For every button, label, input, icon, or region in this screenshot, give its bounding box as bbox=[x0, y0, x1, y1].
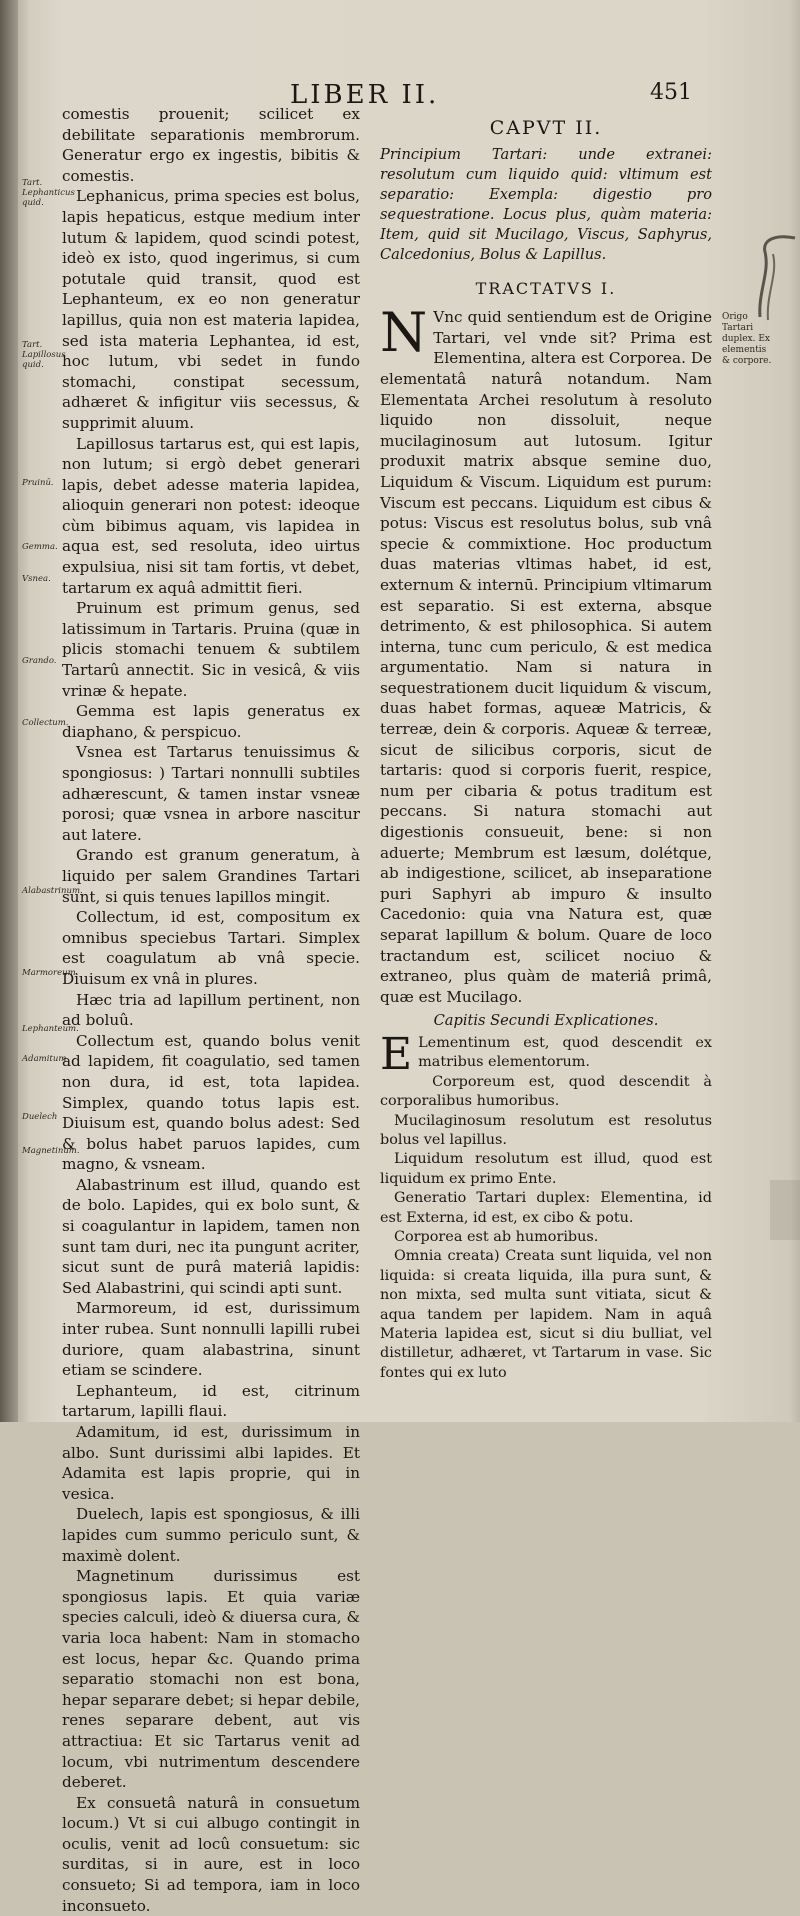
explanation-item: Corporea est ab humoribus. bbox=[394, 1229, 599, 1246]
paragraph: Lephanicus, prima species est bolus, lapis hepaticus, estque medium inter lutum & lapidem, quod scindi potest, ideò ex isto, quod ingerimus, si cum potutale quid transit, quod est Lephanteum, ex eo non generatur lapillus, quia non est materia lapidea, sed ista materia Lephantea, id est, hoc lutum, vbi sedet in fundo stomachi, constipat secessum, adhæret & infigitur viis secessus, & supprimit aluum. bbox=[62, 187, 360, 432]
margin-note: Adamitum bbox=[22, 1054, 67, 1064]
paragraph: comestis prouenit; scilicet ex debilitate separationis membrorum. Generatur ergo ex ingestis, bibitis & comestis. bbox=[62, 105, 360, 185]
explanation-item: Corporeum est, quod descendit à corporalibus humoribus. bbox=[380, 1073, 712, 1110]
margin-note: Tart. Lapillosus quid. bbox=[22, 340, 66, 370]
paragraph: Ex consuetâ naturâ in consuetum locum.) Vt si cui albugo contingit in oculis, venit ad locû consuetum: sic surditas, si in aure, est in loco consueto; Si ad tempora, iam in loco inconsueto. bbox=[62, 1793, 360, 1915]
margin-note: Collectum. bbox=[22, 718, 69, 728]
margin-note: Tart. Lephanticus quid. bbox=[22, 178, 75, 208]
paragraph: Lephanteum, id est, citrinum tartarum, lapilli flaui. bbox=[62, 1381, 360, 1421]
chapter-title: CAPVT II. bbox=[489, 117, 603, 139]
main-paragraph bbox=[380, 301, 712, 1007]
bookmark-ribbon bbox=[740, 232, 800, 322]
margin-note: Pruinū. bbox=[22, 478, 54, 488]
paragraph: Pruinum est primum genus, sed latissimum in Tartaris. Pruina (quæ in plicis stomachi tenuem & subtilem Tartarû annectit. Sic in vesicâ, & viis vrinæ & hepate. bbox=[62, 599, 360, 700]
tractatus-title: TRACTATVS I. bbox=[475, 278, 617, 298]
paragraph: Magnetinum durissimus est spongiosus lapis. Et quia variæ species calculi, ideò & diuersa cura, & varia loca habent: Nam in stomacho est locus, hepar &c. Quando prima separatio stomachi non est bona, hepar separare debet; si hepar debile, renes separare debent, aut vis attractiua: Et sic Tartarus venit ad locum, vbi nutrimentum descendere deberet. bbox=[62, 1567, 360, 1792]
paragraph: Adamitum, id est, durissimum in albo. Sunt durissimi albi lapides. Et Adamita est lapis proprie, qui in vesica. bbox=[62, 1423, 360, 1503]
explanation-item: Generatio Tartari duplex: Elementina, id est Externa, id est, ex cibo & potu. bbox=[380, 1190, 712, 1226]
paragraph: Gemma est lapis generatus ex diaphano, & perspicuo. bbox=[62, 702, 360, 741]
margin-note: Gemma. bbox=[22, 542, 58, 552]
margin-note: Vsnea. bbox=[22, 574, 51, 584]
paragraph: Vsnea est Tartarus tenuissimus & spongiosus: ) Tartari nonnulli subtiles adhærescunt, & tamen instar vsneæ porosi; quæ vsnea in arbore nascitur aut latere. bbox=[62, 743, 360, 844]
running-head: LIBER II. bbox=[290, 80, 440, 110]
paragraph: Duelech, lapis est spongiosus, & illi lapides cum summo periculo sunt, & maximè dolent. bbox=[62, 1505, 360, 1565]
drop-cap: E bbox=[380, 1028, 413, 1080]
margin-note: Magnetinum. bbox=[22, 1146, 80, 1156]
main-text: Vnc quid sentiendum est de Origine Tartari, vel vnde sit? Prima est Elementina, altera est Corporea. De elementatâ naturâ notandum. Nam Elementata Archei resolutum à resoluto liquido non dissoluit, neque mucilaginosum aut lutosum. Igitur produxit matrix absque semine duo, Liquidum & Viscum. Liquidum est purum: Viscum est peccans. Liquidum est cibus & potus: Viscus est resolutus bolus, sub vnâ specie & commixtione. Hoc productum duas materias vltimas habet, id est, externum & internū. Principium vltimarum est separatio. Si est externa, absque detrimento, & est philosophica. Si autem interna, tunc cum periculo, & est medica argumentatio. Nam si natura in sequestrationem ducit liquidum & viscum, duas habet formas, aqueæ Matricis, & terreæ, dein & corporis. Aqueæ & terreæ, sicut de silicibus corporis, sicut de tartaris: quod si corporis fuerit, respice, num per cibaria & potus traditum est peccans. Si natura stomachi aut digestionis consueuit, bene: si non aduerte; Membrum est læsum, dolétque, ab indigestione, scilicet, ab inseparatione puri Saphyri ab impuro & insulto Cacedonio: quia vna Natura est, quæ separat lapillum & bolum. Quare de loco tractandum est, scilicet nociuo & extraneo, plus quàm de materiâ primâ, quæ est Mucilago. bbox=[380, 308, 712, 1006]
explanation-item: Liquidum resolutum est illud, quod est liquidum ex primo Ente. bbox=[380, 1151, 712, 1187]
page-stain bbox=[770, 1180, 800, 1240]
chapter-summary: Principium Tartari: unde extranei: resolutum cum liquido quid: vltimum est separatio: Exempla: digestio pro sequestratione. Locus plus, quàm materia: Item, quid sit Mucilago, Viscus, Saphyrus, Calcedonius, Bolus & Lapillus. bbox=[380, 145, 712, 263]
paragraph: Hæc tria ad lapillum pertinent, non ad boluû. bbox=[62, 990, 360, 1030]
explanation-item: Mucilaginosum resolutum est resolutus bolus vel lapillus. bbox=[380, 1112, 712, 1148]
page-number: 451 bbox=[650, 80, 692, 105]
paragraph: Marmoreum, id est, durissimum inter rubea. Sunt nonnulli lapilli rubei duriore, quam alabastrina, sinunt etiam se scindere. bbox=[62, 1299, 360, 1380]
explanation-item: E Lementinum est, quod descendit ex matribus elementorum. bbox=[380, 1028, 712, 1080]
explanation-item: Omnia creata) Creata sunt liquida, vel non liquida: si creata liquida, illa pura sunt, & non mixta, sed multa sunt vitiata, sicut & aqua tandem per lapidem. Nam in aquâ Materia lapidea est, sicut si diu bulliat, vel distilletur, adhæret, vt Tartarum in vase. Sic fontes qui ex luto bbox=[380, 1248, 712, 1381]
gutter-shadow bbox=[0, 0, 18, 1422]
right-column bbox=[380, 118, 712, 1383]
margin-note: Grando. bbox=[22, 656, 57, 666]
explanations bbox=[380, 1028, 712, 1383]
drop-cap: N bbox=[380, 301, 428, 365]
paragraph: Collectum, id est, compositum ex omnibus speciebus Tartari. Simplex est coagulatum ab vnâ specie. Diuisum ex vnâ in plures. bbox=[62, 908, 360, 988]
left-column bbox=[62, 104, 360, 1916]
paragraph: Collectum est, quando bolus venit ad lapidem, fit coagulatio, sed tamen non dura, id est, tota lapidea. Simplex, quando totus lapis est. Diuisum est, quando bolus adest: Sed & bolus habet paruos lapides, cum magno, & vsneam. bbox=[62, 1031, 360, 1174]
margin-note: Alabastrinum. bbox=[22, 886, 83, 896]
paragraph: Lapillosus tartarus est, qui est lapis, non lutum; si ergò debet generari lapis, debet adesse materia lapidea, alioquin generari non potest: ideoque cùm bibimus aquam, vis lapidea in aqua est, sed resoluta, ideo uirtus expulsiua, nisi sit tam fortis, vt debet, tartarum ex aquâ admittit fieri. bbox=[62, 434, 360, 597]
paragraph: Grando est granum generatum, à liquido per salem Grandines Tartari sunt, si quis tenues lapillos mingit. bbox=[62, 846, 360, 906]
paragraph: Alabastrinum est illud, quando est de bolo. Lapides, qui ex bolo sunt, & si coagulantur in lapidem, tamen non sunt tam duri, nec ita pungunt acriter, sicut sunt de purâ materiâ lapidis: Sed Alabastrini, qui scindi apti sunt. bbox=[62, 1175, 360, 1297]
margin-note-right: Origo Tartari duplex. Ex elementis & corpore. bbox=[722, 312, 772, 366]
explanations-title: Capitis Secundi Explicationes. bbox=[433, 1012, 659, 1030]
margin-note: Duelech bbox=[22, 1112, 58, 1122]
margin-note: Lephanteum. bbox=[22, 1024, 79, 1034]
margin-note: Marmoreum. bbox=[22, 968, 79, 978]
